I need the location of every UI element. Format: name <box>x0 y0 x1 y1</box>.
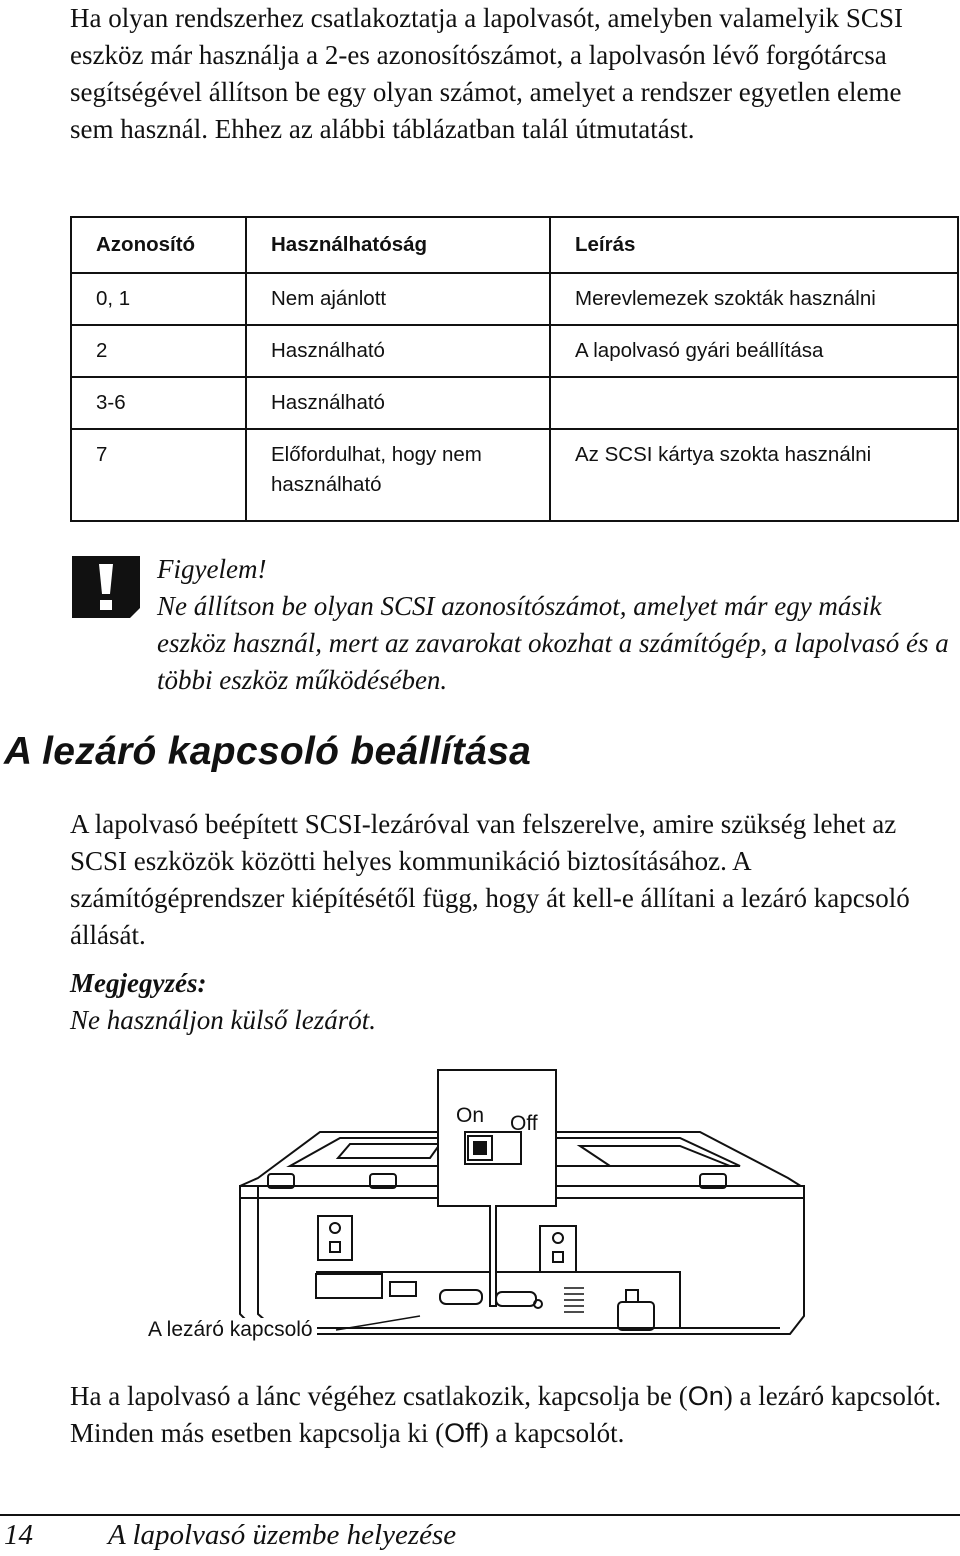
table-header-usability: Használhatóság <box>246 217 550 273</box>
table-cell: Nem ajánlott <box>246 273 550 325</box>
final-paragraph <box>70 1378 955 1452</box>
warning-title: Figyelem! <box>157 554 267 584</box>
table-row <box>71 273 958 325</box>
warning-text: Ne állítson be olyan SCSI azonosítószámot, amelyet már egy másik eszköz használ, mert az zavarokat okozhat a számítógép, a lapolvasó és a többi eszköz működésében. <box>157 591 949 695</box>
final-text-3: ) a kapcsolót. <box>479 1418 625 1448</box>
note-text: Ne használjon külső lezárót. <box>70 1005 377 1035</box>
table-row <box>71 325 958 377</box>
figure-caption: A lezáró kapcsoló <box>148 1318 317 1342</box>
table-cell: A lapolvasó gyári beállítása <box>550 325 958 377</box>
warning-block <box>157 551 957 699</box>
table-cell: 3-6 <box>71 377 246 429</box>
table-cell: Előfordulhat, hogy nem használható <box>246 429 550 521</box>
final-off-label: Off <box>444 1418 480 1448</box>
table-cell: Az SCSI kártya szokta használni <box>550 429 958 521</box>
final-on-label: On <box>687 1381 724 1411</box>
exclamation-icon <box>72 556 140 618</box>
intro-text: Ha olyan rendszerhez csatlakoztatja a lapolvasót, amelyben valamelyik SCSI eszköz már használja a 2-es azonosítószámot, a lapolvasón lévő forgótárcsa segítségével állítson be egy olyan számot, amelyet a rendszer egyetlen eleme sem használ. Ehhez az alábbi táblázatban talál útmutatást. <box>70 3 903 144</box>
switch-off-label: Off <box>510 1112 538 1135</box>
section-title: A lezáró kapcsoló beállítása <box>4 730 532 773</box>
note-label: Megjegyzés: <box>70 968 207 998</box>
table-row <box>71 377 958 429</box>
switch-on-label: On <box>456 1104 485 1127</box>
final-text-2: ) a lezáró kapcsolót. Minden más esetben kapcsolja ki ( <box>70 1381 942 1448</box>
table-cell <box>550 377 958 429</box>
footer-divider <box>0 1514 960 1516</box>
table-cell: 0, 1 <box>71 273 246 325</box>
section-body: A lapolvasó beépített SCSI-lezáróval van felszerelve, amire szükség lehet az SCSI eszközök közötti helyes kommunikáció biztosításához. A számítógéprendszer kiépítésétől függ, hogy át kell-e állítani a lezáró kapcsoló állását. <box>70 809 910 950</box>
table-header-row <box>71 217 958 273</box>
table-cell: 7 <box>71 429 246 521</box>
intro-paragraph <box>70 0 950 148</box>
table-header-description: Leírás <box>550 217 958 273</box>
table-row <box>71 429 958 521</box>
table-header-id: Azonosító <box>71 217 246 273</box>
table-cell: 2 <box>71 325 246 377</box>
table-cell: Használható <box>246 377 550 429</box>
table-cell: Használható <box>246 325 550 377</box>
scsi-id-table <box>70 216 959 522</box>
final-text-1: Ha a lapolvasó a lánc végéhez csatlakozik, kapcsolja be ( <box>70 1381 688 1411</box>
table-cell: Merevlemezek szokták használni <box>550 273 958 325</box>
running-head: A lapolvasó üzembe helyezése <box>108 1519 457 1551</box>
page-number: 14 <box>4 1519 33 1551</box>
